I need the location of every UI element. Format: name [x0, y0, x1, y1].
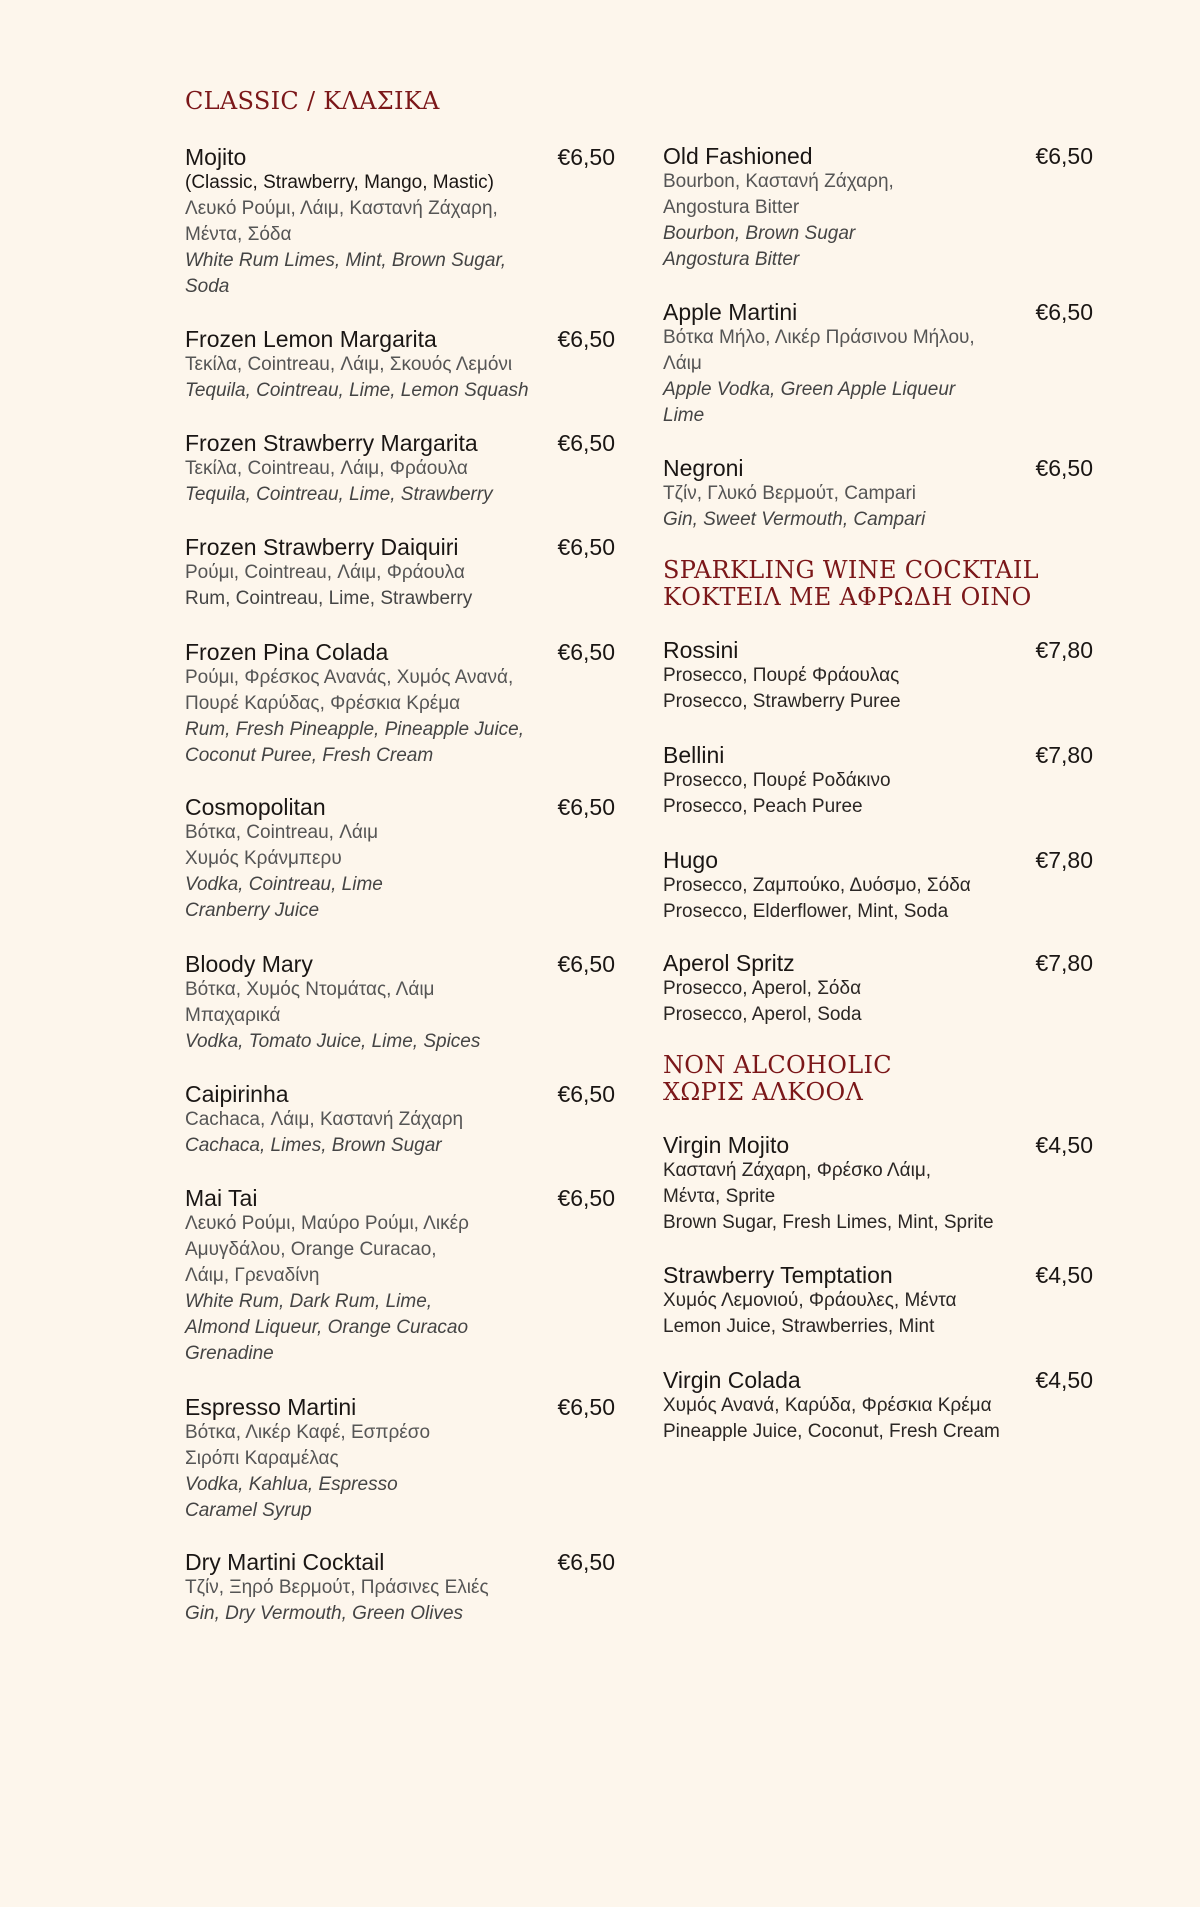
item-ingredients-english: Vodka, Cointreau, Lime — [185, 874, 383, 895]
item-name: Dry Martini Cocktail — [185, 1549, 385, 1575]
item-ingredients-english: Cranberry Juice — [185, 900, 320, 921]
section-heading-line: CLASSIC / ΚΛΑΣΙΚΑ — [185, 87, 440, 115]
item-name: Aperol Spritz — [663, 950, 795, 976]
item-ingredients-english: Gin, Dry Vermouth, Green Olives — [185, 1603, 464, 1624]
item-ingredients-english: Prosecco, Elderflower, Mint, Soda — [663, 901, 949, 922]
item-ingredients-english: White Rum, Dark Rum, Lime, — [185, 1291, 433, 1312]
item-ingredients-english: Cachaca, Limes, Brown Sugar — [185, 1135, 442, 1156]
item-ingredients-greek: Βότκα, Cointreau, Λάιμ — [185, 822, 379, 843]
item-ingredients-greek: Μέντα, Sprite — [663, 1186, 776, 1207]
item-name: Virgin Colada — [663, 1367, 801, 1393]
item-ingredients-greek: Χυμός Λεμονιού, Φράουλες, Μέντα — [663, 1290, 957, 1311]
item-ingredients-greek: Prosecco, Ζαμπούκο, Δυόσμο, Σόδα — [663, 875, 971, 896]
item-price: €7,80 — [1035, 742, 1093, 768]
item-ingredients-greek: Βότκα, Λικέρ Καφέ, Εσπρέσο — [185, 1422, 431, 1443]
item-ingredients-greek: Πουρέ Καρύδας, Φρέσκια Κρέμα — [185, 693, 461, 714]
item-ingredients-english: Apple Vodka, Green Apple Liqueur — [663, 379, 956, 400]
item-name: Caipirinha — [185, 1081, 289, 1107]
item-ingredients-greek: Τεκίλα, Cointreau, Λάιμ, Σκουός Λεμόνι — [185, 354, 513, 375]
item-price: €7,80 — [1035, 637, 1093, 663]
item-price: €4,50 — [1035, 1367, 1093, 1393]
section-heading — [663, 557, 1039, 611]
item-ingredients-english: Gin, Sweet Vermouth, Campari — [663, 509, 926, 530]
item-price: €6,50 — [1035, 143, 1093, 169]
item-price: €4,50 — [1035, 1132, 1093, 1158]
menu-item — [663, 1262, 1093, 1340]
item-name: Old Fashioned — [663, 143, 813, 169]
item-price: €7,80 — [1035, 847, 1093, 873]
item-name: Cosmopolitan — [185, 794, 326, 820]
item-ingredients-greek: Τζίν, Γλυκό Βερμούτ, Campari — [663, 483, 916, 504]
item-ingredients-greek: Βότκα Μήλο, Λικέρ Πράσινου Μήλου, — [663, 327, 975, 348]
section-heading — [663, 1052, 892, 1106]
item-ingredients-english: Coconut Puree, Fresh Cream — [185, 745, 434, 766]
item-ingredients-greek: Αμυγδάλου, Orange Curacao, — [185, 1239, 437, 1260]
item-name: Apple Martini — [663, 299, 798, 325]
item-ingredients-english: Lime — [663, 405, 705, 426]
menu-item — [185, 1081, 615, 1159]
item-ingredients-english: Prosecco, Aperol, Soda — [663, 1004, 862, 1025]
item-price: €6,50 — [1035, 299, 1093, 325]
item-ingredients-greek: Prosecco, Πουρέ Φράουλας — [663, 665, 900, 686]
item-ingredients-english: Bourbon, Brown Sugar — [663, 223, 856, 244]
menu-item — [663, 742, 1093, 820]
item-ingredients-greek: Λευκό Ρούμι, Μαύρο Ρούμι, Λικέρ — [185, 1213, 469, 1234]
item-price: €6,50 — [557, 326, 615, 352]
item-price: €6,50 — [557, 639, 615, 665]
menu-item — [663, 950, 1093, 1028]
menu-item — [185, 534, 615, 612]
item-ingredients-english: Almond Liqueur, Orange Curacao — [185, 1317, 469, 1338]
item-name: Bellini — [663, 742, 725, 768]
item-ingredients-english: Soda — [185, 276, 230, 297]
item-name: Hugo — [663, 847, 718, 873]
item-ingredients-greek: Λάιμ — [663, 353, 702, 374]
item-name: Bloody Mary — [185, 951, 313, 977]
item-ingredients-english: Tequila, Cointreau, Lime, Lemon Squash — [185, 380, 529, 401]
item-name: Virgin Mojito — [663, 1132, 790, 1158]
menu-item — [663, 1132, 1093, 1236]
menu-item — [185, 326, 615, 404]
item-ingredients-greek: Bourbon, Καστανή Ζάχαρη, — [663, 171, 894, 192]
section-heading-line: ΚΟΚΤΕΙΛ ΜΕ ΑΦΡΩΔΗ ΟΙΝΟ — [663, 583, 1032, 611]
item-ingredients-english: Prosecco, Peach Puree — [663, 796, 863, 817]
item-ingredients-greek: Λάιμ, Γρεναδίνη — [185, 1265, 320, 1286]
item-ingredients-greek: Τζίν, Ξηρό Βερμούτ, Πράσινες Ελιές — [185, 1577, 489, 1598]
item-ingredients-greek: Τεκίλα, Cointreau, Λάιμ, Φράουλα — [185, 458, 468, 479]
item-ingredients-greek: Cachaca, Λάιμ, Καστανή Ζάχαρη — [185, 1109, 464, 1130]
menu-item — [185, 1185, 615, 1367]
item-price: €7,80 — [1035, 950, 1093, 976]
item-ingredients-english: Prosecco, Strawberry Puree — [663, 691, 901, 712]
item-name: Frozen Strawberry Daiquiri — [185, 534, 459, 560]
item-name: Espresso Martini — [185, 1394, 357, 1420]
item-price: €6,50 — [557, 951, 615, 977]
section-heading — [185, 88, 440, 115]
menu-item — [663, 455, 1093, 533]
item-ingredients-greek: Angostura Bitter — [663, 197, 800, 218]
menu-item — [185, 1394, 615, 1524]
menu-item — [663, 847, 1093, 925]
item-price: €6,50 — [557, 534, 615, 560]
item-ingredients-english: Brown Sugar, Fresh Limes, Mint, Sprite — [663, 1212, 994, 1233]
item-price: €6,50 — [557, 1081, 615, 1107]
item-ingredients-english: White Rum Limes, Mint, Brown Sugar, — [185, 250, 506, 271]
item-ingredients-english: Rum, Fresh Pineapple, Pineapple Juice, — [185, 719, 525, 740]
item-variants: (Classic, Strawberry, Mango, Mastic) — [185, 172, 494, 193]
item-ingredients-english: Grenadine — [185, 1343, 274, 1364]
section-heading-line: NON ALCOHOLIC — [663, 1051, 892, 1079]
item-price: €6,50 — [557, 430, 615, 456]
item-ingredients-greek: Μέντα, Σόδα — [185, 224, 292, 245]
item-ingredients-greek: Ρούμι, Φρέσκος Ανανάς, Χυμός Ανανά, — [185, 667, 514, 688]
item-ingredients-greek: Prosecco, Aperol, Σόδα — [663, 978, 862, 999]
menu-item — [663, 143, 1093, 273]
item-ingredients-greek: Ρούμι, Cointreau, Λάιμ, Φράουλα — [185, 562, 465, 583]
item-ingredients-english: Tequila, Cointreau, Lime, Strawberry — [185, 484, 493, 505]
item-ingredients-english: Angostura Bitter — [663, 249, 800, 270]
item-name: Mai Tai — [185, 1185, 258, 1211]
item-price: €6,50 — [1035, 455, 1093, 481]
item-ingredients-greek: Καστανή Ζάχαρη, Φρέσκο Λάιμ, — [663, 1160, 932, 1181]
item-name: Strawberry Temptation — [663, 1262, 893, 1288]
item-ingredients-greek: Χυμός Κράνμπερυ — [185, 848, 342, 869]
item-price: €6,50 — [557, 1549, 615, 1575]
menu-item — [663, 1367, 1093, 1445]
item-name: Frozen Strawberry Margarita — [185, 430, 478, 456]
section-heading-line: SPARKLING WINE COCKTAIL — [663, 556, 1039, 584]
menu-item — [185, 1549, 615, 1627]
item-name: Rossini — [663, 637, 739, 663]
item-ingredients-english: Vodka, Kahlua, Espresso — [185, 1474, 398, 1495]
menu-item — [185, 951, 615, 1055]
item-ingredients-english: Pineapple Juice, Coconut, Fresh Cream — [663, 1421, 1000, 1442]
item-ingredients-greek: Λευκό Ρούμι, Λάιμ, Καστανή Ζάχαρη, — [185, 198, 498, 219]
menu-item — [663, 637, 1093, 715]
item-ingredients-greek: Βότκα, Χυμός Ντομάτας, Λάιμ — [185, 979, 435, 1000]
item-ingredients-greek: Prosecco, Πουρέ Ροδάκινο — [663, 770, 891, 791]
item-ingredients-english: Rum, Cointreau, Lime, Strawberry — [185, 588, 473, 609]
item-name: Negroni — [663, 455, 744, 481]
menu-item — [185, 639, 615, 769]
item-price: €6,50 — [557, 1394, 615, 1420]
item-ingredients-english: Vodka, Tomato Juice, Lime, Spices — [185, 1031, 481, 1052]
item-price: €4,50 — [1035, 1262, 1093, 1288]
item-ingredients-greek: Μπαχαρικά — [185, 1005, 281, 1026]
item-ingredients-greek: Χυμός Ανανά, Καρύδα, Φρέσκια Κρέμα — [663, 1395, 992, 1416]
item-price: €6,50 — [557, 794, 615, 820]
item-name: Frozen Pina Colada — [185, 639, 389, 665]
item-price: €6,50 — [557, 144, 615, 170]
item-name: Frozen Lemon Margarita — [185, 326, 437, 352]
menu-item — [185, 430, 615, 508]
section-heading-line: ΧΩΡΙΣ ΑΛΚΟΟΛ — [663, 1078, 864, 1106]
item-ingredients-english: Caramel Syrup — [185, 1500, 312, 1521]
menu-item — [663, 299, 1093, 429]
item-price: €6,50 — [557, 1185, 615, 1211]
menu-item — [185, 794, 615, 924]
item-ingredients-greek: Σιρόπι Καραμέλας — [185, 1448, 339, 1469]
menu-item — [185, 144, 615, 300]
item-name: Mojito — [185, 144, 247, 170]
item-ingredients-english: Lemon Juice, Strawberries, Mint — [663, 1316, 935, 1337]
